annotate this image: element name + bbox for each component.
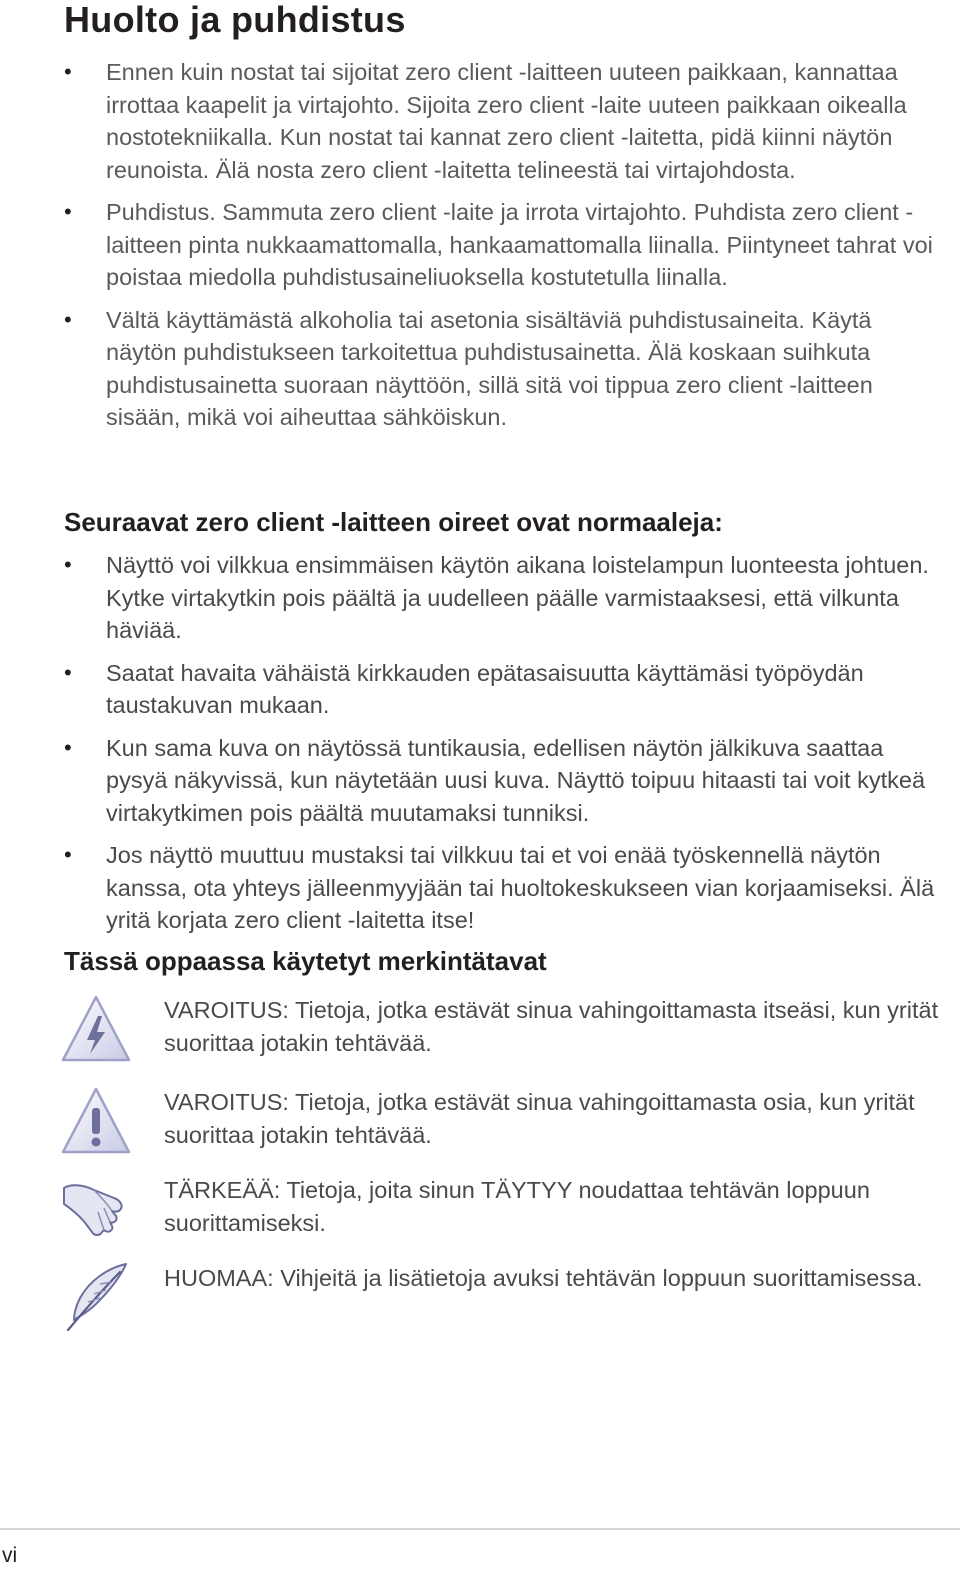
symptoms-bullet-list	[64, 549, 944, 937]
list-item	[64, 657, 944, 722]
list-item-text: Näyttö voi vilkkua ensimmäisen käytön aikana loistelampun luonteesta johtuen. Kytke virtakytkin pois päältä ja uudelleen päälle varmistaaksesi, että vilkunta häviää.	[106, 552, 929, 643]
pointing-hand-icon	[60, 1174, 132, 1246]
lightning-warning-icon	[60, 994, 132, 1066]
convention-important	[60, 1174, 940, 1254]
list-item-text: Vältä käyttämästä alkoholia tai asetonia sisältäviä puhdistusaineita. Käytä näytön puhdistukseen tarkoitettua puhdistusainetta. Älä koskaan suihkuta puhdistusainetta suoraan näyttöön, sillä sitä voi tippua zero client -laitteen sisään, mikä voi aiheuttaa sähköiskun.	[106, 306, 873, 430]
list-item-text: Puhdistus. Sammuta zero client -laite ja irrota virtajohto. Puhdista zero client -laitteen pinta nukkaamattomalla, hankaamattomalla liinalla. Piintyneet tahrat voi poistaa miedolla puhdistusaineliuoksella kostutetulla liinalla.	[106, 199, 933, 290]
convention-text: VAROITUS: Tietoja, jotka estävät sinua vahingoittamasta osia, kun yrität suorittaa jotakin tehtävää.	[164, 1089, 915, 1148]
list-item	[64, 196, 944, 294]
list-item	[64, 304, 944, 434]
convention-text: TÄRKEÄÄ: Tietoja, joita sinun TÄYTYY noudattaa tehtävän loppuun suorittamiseksi.	[164, 1177, 870, 1236]
page-title: Huolto ja puhdistus	[64, 0, 406, 40]
convention-note	[60, 1262, 940, 1342]
bullet-icon: •	[64, 659, 72, 685]
bullet-icon: •	[64, 842, 72, 867]
list-item	[64, 56, 944, 186]
bullet-icon: •	[64, 734, 72, 760]
list-item-text: Kun sama kuva on näytössä tuntikausia, edellisen näytön jälkikuva saattaa pysyä näkyvissä, kun näytetään uusi kuva. Näyttö toipuu hitaasti tai voit kytkeä virtakytkimen pois päältä muutamaksi tunniksi.	[106, 734, 926, 826]
convention-warning-components	[60, 1086, 940, 1166]
convention-warning-injury	[60, 994, 940, 1074]
list-item-text: Saatat havaita vähäistä kirkkauden epätasaisuutta käyttämäsi työpöydän taustakuvan mukaan.	[106, 659, 864, 718]
bullet-icon: •	[64, 306, 72, 332]
feather-pen-icon	[60, 1262, 132, 1334]
conventions-heading: Tässä oppaassa käytetyt merkintätavat	[64, 946, 547, 976]
list-item	[64, 732, 944, 830]
bullet-icon: •	[64, 552, 72, 577]
page-number: vi	[2, 1544, 18, 1567]
convention-text: HUOMAA: Vihjeitä ja lisätietoja avuksi tehtävän loppuun suorittamisessa.	[164, 1265, 923, 1291]
list-item	[64, 839, 944, 937]
list-item-text: Ennen kuin nostat tai sijoitat zero client -laitteen uuteen paikkaan, kannattaa irrottaa kaapelit ja virtajohto. Sijoita zero client -laite uuteen paikkaan oikealla nostotekniikalla. Kun nostat tai kannat zero client -laitetta, pidä kiinni näytön reunoista. Älä nosta zero client -laitetta telineestä tai virtajohdosta.	[106, 59, 907, 183]
list-item-text: Jos näyttö muuttuu mustaksi tai vilkkuu tai et voi enää työskennellä näytön kanssa, ota yhteys jälleenmyyjään tai huoltokeskukseen vian korjaamiseksi. Älä yritä korjata zero client -laitetta itse!	[106, 842, 935, 933]
convention-text: VAROITUS: Tietoja, jotka estävät sinua vahingoittamasta itseäsi, kun yrität suorittaa jotakin tehtävää.	[164, 997, 939, 1056]
symptoms-heading: Seuraavat zero client -laitteen oireet ovat normaaleja:	[64, 507, 723, 537]
care-bullet-list	[64, 56, 944, 434]
list-item	[64, 549, 944, 647]
footer-divider	[0, 1528, 960, 1530]
bullet-icon: •	[64, 199, 72, 224]
exclamation-warning-icon	[60, 1086, 132, 1158]
bullet-icon: •	[64, 59, 72, 84]
